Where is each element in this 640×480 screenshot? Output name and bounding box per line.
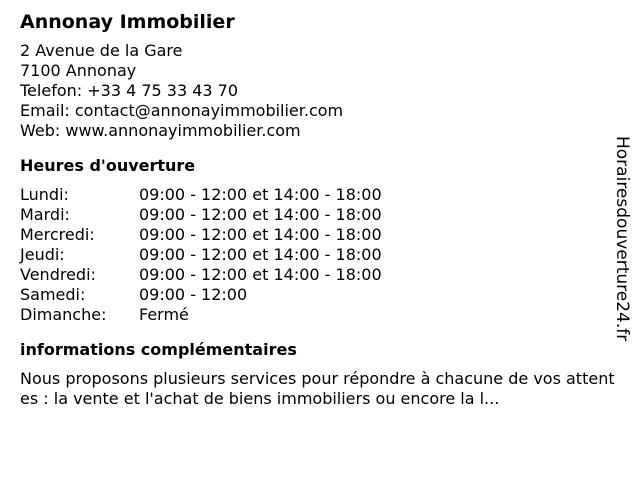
hours-row xyxy=(20,305,615,325)
day-hours: 09:00 - 12:00 et 14:00 - 18:00 xyxy=(139,245,382,264)
day-label: Vendredi: xyxy=(20,265,96,284)
info-description: Nous proposons plusieurs services pour répondre à chacune de vos attentes : la vente et l'achat de biens immobiliers ou encore la l... xyxy=(20,369,615,408)
hours-row xyxy=(20,245,615,265)
day-label: Jeudi: xyxy=(20,245,65,264)
hours-row xyxy=(20,225,615,245)
business-card xyxy=(20,10,615,409)
email-line: Email: contact@annonayimmobilier.com xyxy=(20,101,344,120)
day-hours: 09:00 - 12:00 et 14:00 - 18:00 xyxy=(139,185,382,204)
hours-row xyxy=(20,185,615,205)
site-watermark: Horairesdouverture24.fr xyxy=(612,136,632,342)
business-name: Annonay Immobilier xyxy=(20,11,235,33)
day-label: Dimanche: xyxy=(20,305,107,324)
day-label: Samedi: xyxy=(20,285,86,304)
hours-row xyxy=(20,285,615,305)
hours-table xyxy=(20,185,615,325)
phone-line: Telefon: +33 4 75 33 43 70 xyxy=(20,81,239,100)
day-hours: 09:00 - 12:00 xyxy=(139,285,248,304)
day-hours: Fermé xyxy=(139,305,189,324)
hours-row xyxy=(20,205,615,225)
address-line-1: 2 Avenue de la Gare xyxy=(20,41,183,60)
day-hours: 09:00 - 12:00 et 14:00 - 18:00 xyxy=(139,225,382,244)
info-heading: informations complémentaires xyxy=(20,340,297,359)
hours-row xyxy=(20,265,615,285)
hours-heading: Heures d'ouverture xyxy=(20,156,196,175)
day-label: Mercredi: xyxy=(20,225,95,244)
day-label: Mardi: xyxy=(20,205,70,224)
day-hours: 09:00 - 12:00 et 14:00 - 18:00 xyxy=(139,265,382,284)
address-line-2: 7100 Annonay xyxy=(20,61,137,80)
day-label: Lundi: xyxy=(20,185,69,204)
day-hours: 09:00 - 12:00 et 14:00 - 18:00 xyxy=(139,205,382,224)
web-line: Web: www.annonayimmobilier.com xyxy=(20,121,301,140)
